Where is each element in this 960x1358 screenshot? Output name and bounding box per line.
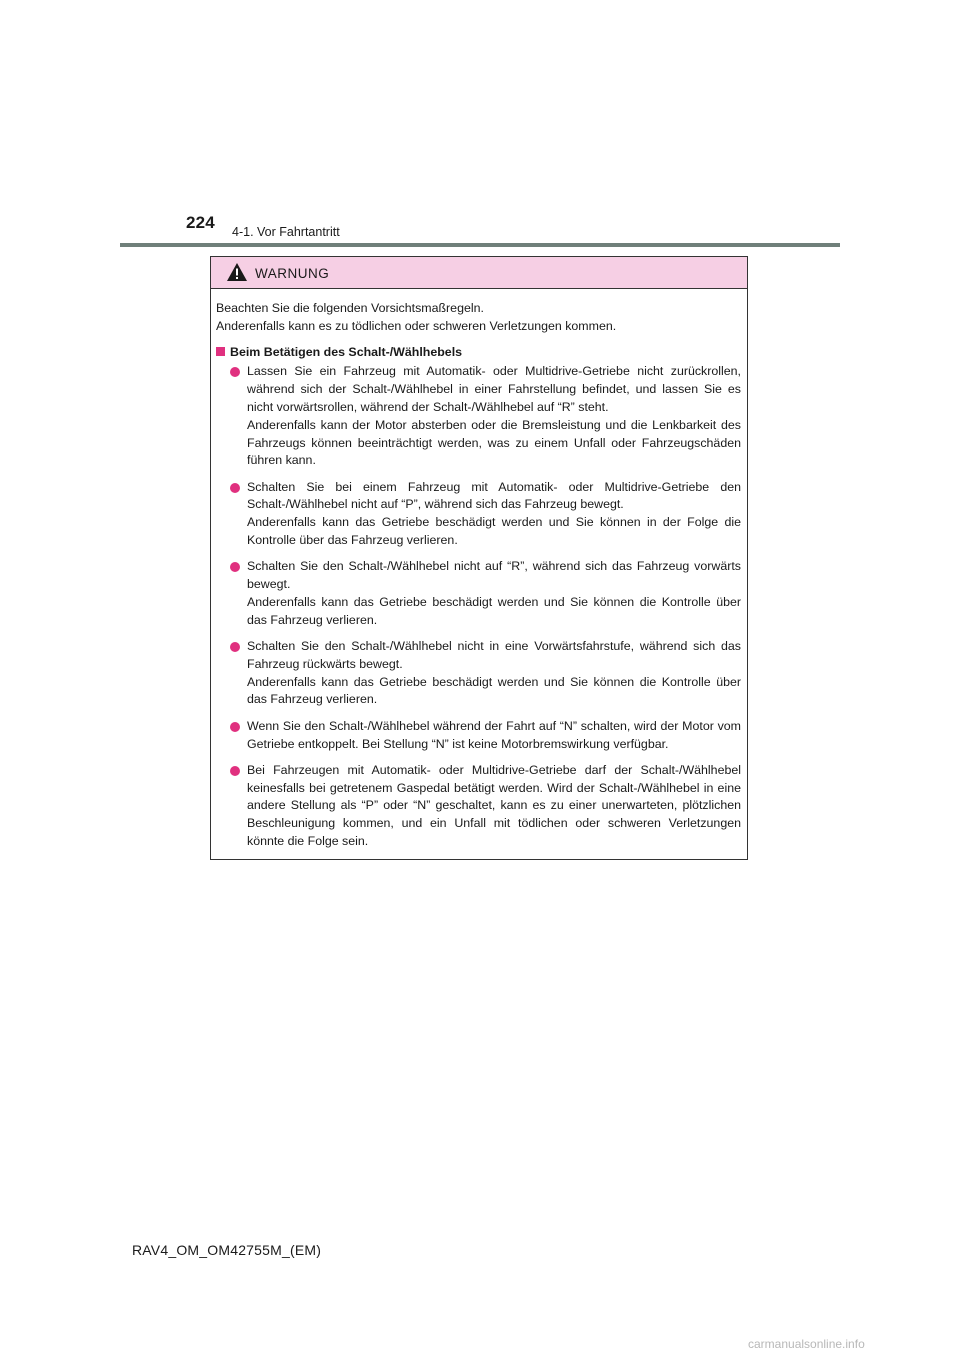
page-number: 224 [186,213,215,232]
intro-line: Anderenfalls kann es zu tödlichen oder schweren Verletzungen kommen. [216,318,617,333]
bullet-icon [230,642,240,652]
warning-box [210,256,748,860]
warning-body [211,289,747,851]
item-text: Bei Fahrzeugen mit Automatik- oder Multidrive-Getriebe darf der Schalt-/Wählhebel keinesfalls bei getretenem Gaspedal betätigt werden. Wird der Schalt-/Wählhebel in eine andere Stellung als “P” oder “N” geschaltet, kann es zu einer unerwarteten, plötzlichen Beschleunigung kommen, und ein Unfall mit tödlichen oder schweren Verletzungen könnte die Folge sein. [247,762,741,849]
sub-heading-text: Beim Betätigen des Schalt-/Wählhebels [230,344,463,359]
item-text: Anderenfalls kann das Getriebe beschädigt werden und Sie können die Kontrolle über das Fahrzeug verlieren. [247,594,741,627]
section-title: 4-1. Vor Fahrtantritt [232,225,340,239]
bullet-icon [230,766,240,776]
sub-heading [216,344,741,362]
list-item [216,479,741,550]
item-text: Lassen Sie ein Fahrzeug mit Automatik- oder Multidrive-Getriebe nicht zurückrollen, während sich der Schalt-/Wählhebel in einer Fahrstellung befindet, und lassen Sie es nicht vorwärtsrollen, während der Schalt-/Wählhebel auf “R” steht. [247,364,741,414]
item-text: Anderenfalls kann das Getriebe beschädigt werden und Sie können die Kontrolle über das Fahrzeug verlieren. [247,674,741,707]
bullet-icon [230,367,240,377]
warning-triangle-icon [226,262,248,282]
header-rule [120,243,840,247]
item-text: Anderenfalls kann das Getriebe beschädigt werden und Sie können in der Folge die Kontrolle über das Fahrzeug verlieren. [247,515,741,548]
bullet-icon [230,722,240,732]
item-text: Schalten Sie bei einem Fahrzeug mit Automatik- oder Multidrive-Getriebe den Schalt-/Wählhebel nicht auf “P”, während sich das Fahrzeug bewegt. [247,479,741,512]
list-item [216,638,741,709]
item-text: Wenn Sie den Schalt-/Wählhebel während der Fahrt auf “N” schalten, wird der Motor vom Getriebe entkoppelt. Bei Stellung “N” ist keine Motorbremswirkung verfügbar. [247,718,741,751]
warning-header [211,257,747,289]
item-text: Anderenfalls kann der Motor absterben oder die Bremsleistung und die Lenkbarkeit des Fahrzeugs können beeinträchtigt werden, was zu einem Unfall oder Fahrzeugschäden führen kann. [247,417,741,468]
warning-title: WARNUNG [255,266,330,281]
list-item [216,363,741,470]
square-bullet-icon [216,347,225,356]
bullet-icon [230,562,240,572]
list-item [216,762,741,851]
item-text: Schalten Sie den Schalt-/Wählhebel nicht in eine Vorwärtsfahrstufe, während sich das Fahrzeug rückwärts bewegt. [247,639,741,671]
watermark: carmanualsonline.info [748,1337,865,1351]
intro-line: Beachten Sie die folgenden Vorsichtsmaßregeln. [216,301,484,315]
list-item [216,558,741,629]
list-item [216,718,741,754]
bullet-icon [230,483,240,493]
item-text: Schalten Sie den Schalt-/Wählhebel nicht auf “R”, während sich das Fahrzeug vorwärts bewegt. [247,559,741,592]
footer-code: RAV4_OM_OM42755M_(EM) [132,1242,322,1258]
